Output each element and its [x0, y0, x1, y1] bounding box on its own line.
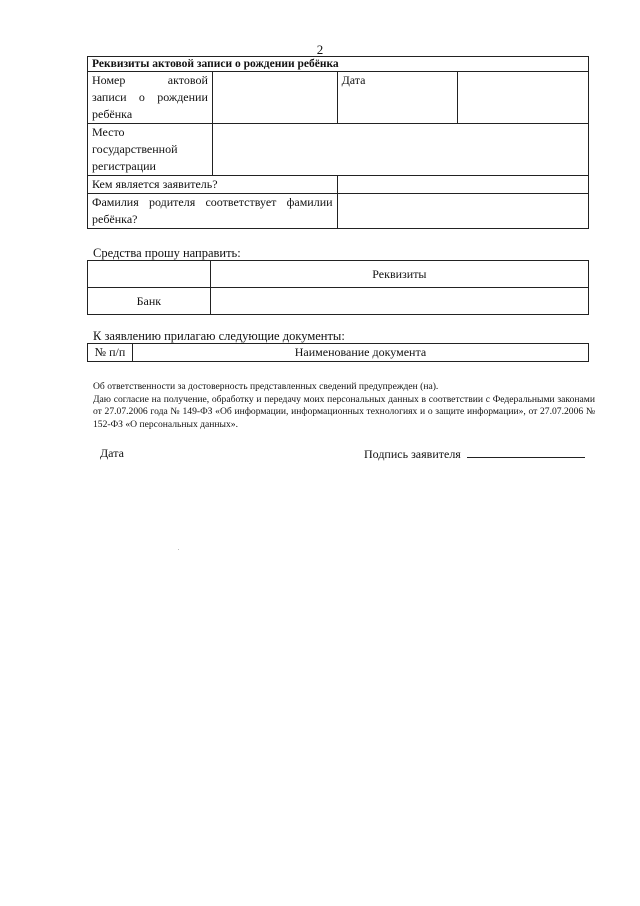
surname-match-label [88, 194, 338, 229]
consent-note: Даю согласие на получение, обработку и передачу моих персональных данных в соответствии с Федеральными законами от 27.07.2006 года № 149-ФЗ «Об информации, информационных технологиях и о защите информации», от 27.07.2006 № 152-ФЗ «О персональных данных». [93, 393, 595, 430]
bank-field[interactable] [210, 288, 588, 315]
applicant-role-label: Кем является заявитель? [88, 176, 338, 194]
funds-section-title: Средства прошу направить: [93, 246, 241, 260]
scan-speck [178, 549, 179, 550]
record-number-label-line: ребёнка [92, 107, 133, 121]
funds-header-blank [88, 261, 211, 288]
documents-col-name: Наименование документа [132, 344, 588, 362]
record-number-label-line: Номер актовой [92, 73, 208, 87]
record-date-label: Дата [337, 72, 458, 124]
bank-label: Банк [88, 288, 211, 315]
record-number-label [88, 72, 213, 124]
record-number-label-line: записи о рождении [92, 90, 208, 104]
registration-place-label [88, 124, 213, 176]
requisites-header: Реквизиты [210, 261, 588, 288]
signature-label: Подпись заявителя [364, 447, 461, 461]
registration-place-field[interactable] [212, 124, 588, 176]
documents-table [87, 343, 589, 362]
page-number: 2 [316, 42, 324, 57]
surname-match-label-line: ребёнка? [92, 212, 138, 226]
birth-record-table [87, 56, 589, 229]
footer-date-label: Дата [100, 446, 124, 460]
applicant-role-field[interactable] [337, 176, 588, 194]
documents-col-number: № п/п [88, 344, 133, 362]
funds-table [87, 260, 589, 315]
surname-match-field[interactable] [337, 194, 588, 229]
documents-section-title: К заявлению прилагаю следующие документы: [93, 329, 345, 343]
signature-block [364, 446, 585, 462]
notes-block [93, 381, 595, 431]
registration-place-label-line: Место [92, 125, 125, 139]
surname-match-label-line: Фамилия родителя соответствует фамилии [92, 195, 333, 209]
record-number-field[interactable] [212, 72, 337, 124]
registration-place-label-line: государственной [92, 142, 178, 156]
record-date-field[interactable] [458, 72, 589, 124]
birth-record-heading: Реквизиты актовой записи о рождении ребёнка [88, 57, 589, 72]
signature-line[interactable] [467, 446, 585, 458]
responsibility-note: Об ответственности за достоверность представленных сведений предупрежден (на). [93, 381, 439, 392]
registration-place-label-line: регистрации [92, 159, 156, 173]
